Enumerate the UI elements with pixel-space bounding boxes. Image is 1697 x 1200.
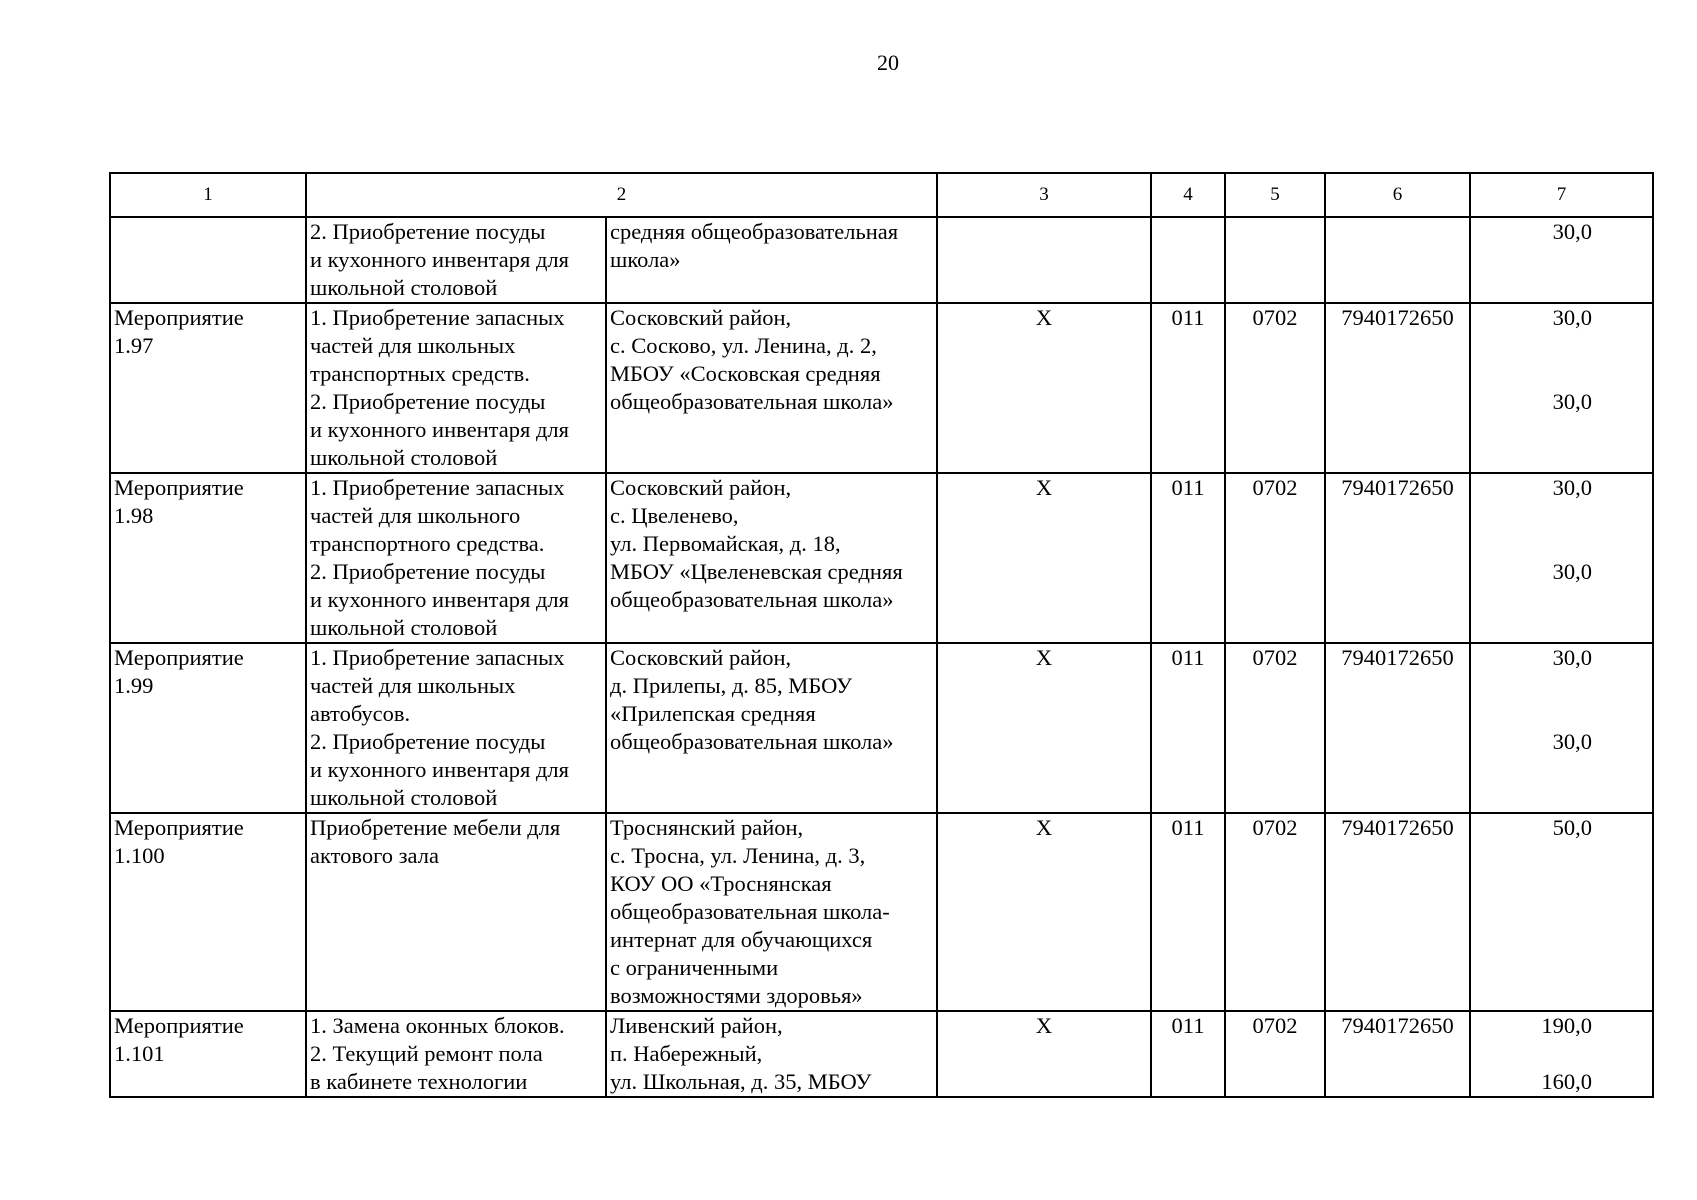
measure-name: Мероприятие 1.98 <box>110 473 306 643</box>
cell-col-7 <box>1470 813 1653 1011</box>
table-row <box>110 1011 1653 1097</box>
measure-name: Мероприятие 1.99 <box>110 643 306 813</box>
table-row <box>110 217 1653 303</box>
cell-col-5: 0702 <box>1225 473 1325 643</box>
header-col-6: 6 <box>1325 173 1470 217</box>
cell-col-7 <box>1470 643 1653 813</box>
page-number: 20 <box>877 50 899 75</box>
cell-col-3: Х <box>937 643 1151 813</box>
cell-col-5: 0702 <box>1225 1011 1325 1097</box>
cell-col-5: 0702 <box>1225 643 1325 813</box>
cell-col-4 <box>1151 217 1225 303</box>
header-col-5: 5 <box>1225 173 1325 217</box>
cell-col-3: Х <box>937 303 1151 473</box>
cell-col-6: 7940172650 <box>1325 1011 1470 1097</box>
cell-col-7 <box>1470 1011 1653 1097</box>
work-description: 2. Приобретение посуды и кухонного инвентаря для школьной столовой <box>306 217 606 303</box>
cell-col-3: Х <box>937 473 1151 643</box>
cell-col-4: 011 <box>1151 1011 1225 1097</box>
school-address: Троснянский район, с. Тросна, ул. Ленина, д. 3, КОУ ОО «Троснянская общеобразовательная школа- интернат для обучающихся с ограниченными возможностями здоровья» <box>606 813 937 1011</box>
amount-2: 30,0 <box>1552 559 1592 584</box>
measure-name: Мероприятие 1.100 <box>110 813 306 1011</box>
cell-col-5: 0702 <box>1225 303 1325 473</box>
measure-name: Мероприятие 1.101 <box>110 1011 306 1097</box>
amount-2: 30,0 <box>1552 389 1592 414</box>
cell-col-3 <box>937 217 1151 303</box>
amount-1: 30,0 <box>1552 475 1592 500</box>
amount-1: 30,0 <box>1552 645 1592 670</box>
table-row <box>110 813 1653 1011</box>
cell-col-4: 011 <box>1151 643 1225 813</box>
table-row <box>110 643 1653 813</box>
cell-col-6 <box>1325 217 1470 303</box>
measure-name: Мероприятие 1.97 <box>110 303 306 473</box>
work-description: 1. Приобретение запасных частей для школьных транспортных средств. 2. Приобретение посуды и кухонного инвентаря для школьной столовой <box>306 303 606 473</box>
cell-col-7 <box>1470 217 1653 303</box>
cell-col-4: 011 <box>1151 473 1225 643</box>
amount-2: 30,0 <box>1552 729 1592 754</box>
cell-col-5 <box>1225 217 1325 303</box>
table-row <box>110 303 1653 473</box>
header-col-1: 1 <box>110 173 306 217</box>
work-description: 1. Замена оконных блоков. 2. Текущий ремонт пола в кабинете технологии <box>306 1011 606 1097</box>
work-description: Приобретение мебели для актового зала <box>306 813 606 1011</box>
school-address: Сосковский район, д. Прилепы, д. 85, МБОУ «Прилепская средняя общеобразовательная школа» <box>606 643 937 813</box>
school-address: Сосковский район, с. Цвеленево, ул. Первомайская, д. 18, МБОУ «Цвеленевская средняя общеобразовательная школа» <box>606 473 937 643</box>
work-description: 1. Приобретение запасных частей для школьного транспортного средства. 2. Приобретение посуды и кухонного инвентаря для школьной столовой <box>306 473 606 643</box>
header-col-2: 2 <box>306 173 937 217</box>
header-col-7: 7 <box>1470 173 1653 217</box>
header-row <box>110 173 1653 217</box>
cell-col-4: 011 <box>1151 813 1225 1011</box>
amount-1: 30,0 <box>1552 305 1592 330</box>
cell-col-6: 7940172650 <box>1325 813 1470 1011</box>
amount-1: 50,0 <box>1552 815 1592 840</box>
measure-name <box>110 217 306 303</box>
school-address: средняя общеобразовательная школа» <box>606 217 937 303</box>
cell-col-3: Х <box>937 1011 1151 1097</box>
header-col-3: 3 <box>937 173 1151 217</box>
amount-1: 190,0 <box>1541 1013 1592 1038</box>
cell-col-6: 7940172650 <box>1325 303 1470 473</box>
cell-col-6: 7940172650 <box>1325 643 1470 813</box>
school-address: Ливенский район, п. Набережный, ул. Школьная, д. 35, МБОУ <box>606 1011 937 1097</box>
cell-col-6: 7940172650 <box>1325 473 1470 643</box>
amount-2: 160,0 <box>1541 1069 1592 1094</box>
cell-col-4: 011 <box>1151 303 1225 473</box>
work-description: 1. Приобретение запасных частей для школьных автобусов. 2. Приобретение посуды и кухонного инвентаря для школьной столовой <box>306 643 606 813</box>
cell-col-7 <box>1470 473 1653 643</box>
measures-table <box>109 172 1654 1098</box>
amount-1: 30,0 <box>1552 219 1592 244</box>
cell-col-3: Х <box>937 813 1151 1011</box>
header-col-4: 4 <box>1151 173 1225 217</box>
cell-col-5: 0702 <box>1225 813 1325 1011</box>
school-address: Сосковский район, с. Сосково, ул. Ленина, д. 2, МБОУ «Сосковская средняя общеобразовательная школа» <box>606 303 937 473</box>
cell-col-7 <box>1470 303 1653 473</box>
table-row <box>110 473 1653 643</box>
